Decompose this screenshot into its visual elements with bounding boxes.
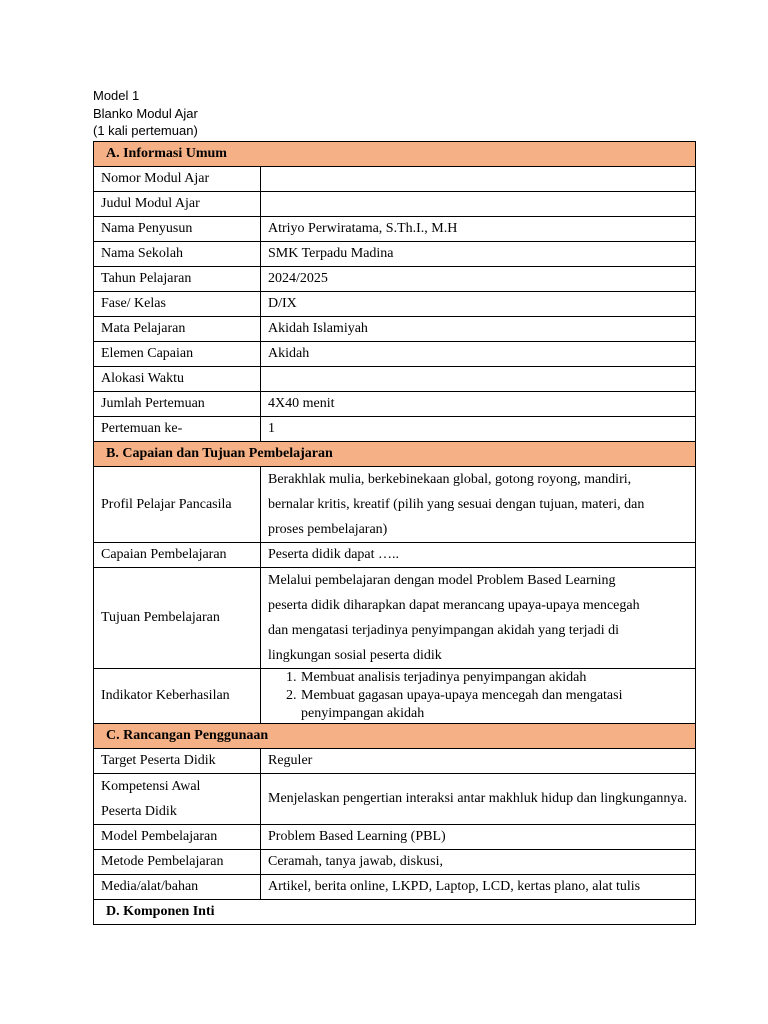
indikator-row	[94, 669, 696, 724]
table-row	[94, 192, 696, 217]
section-c-header	[94, 724, 696, 749]
modul-ajar-table	[93, 141, 696, 925]
row-label: Elemen Capaian	[94, 342, 261, 367]
row-value: 4X40 menit	[261, 392, 696, 417]
section-c-title: C. Rancangan Penggunaan	[94, 724, 696, 749]
row-value: Akidah	[261, 342, 696, 367]
metode-value: Ceramah, tanya jawab, diskusi,	[261, 850, 696, 875]
row-label: Alokasi Waktu	[94, 367, 261, 392]
table-row	[94, 167, 696, 192]
row-label: Judul Modul Ajar	[94, 192, 261, 217]
metode-row	[94, 850, 696, 875]
section-b-title: B. Capaian dan Tujuan Pembelajaran	[94, 442, 696, 467]
metode-label: Metode Pembelajaran	[94, 850, 261, 875]
row-value	[261, 167, 696, 192]
tujuan-line: Melalui pembelajaran dengan model Problem Based Learning	[268, 573, 616, 588]
media-value: Artikel, berita online, LKPD, Laptop, LCD, kertas plano, alat tulis	[261, 875, 696, 900]
tujuan-row	[94, 568, 696, 669]
section-d-header	[94, 900, 696, 925]
indikator-list	[268, 669, 688, 723]
document-header	[93, 87, 198, 140]
table-row	[94, 417, 696, 442]
tujuan-line: lingkungan sosial peserta didik	[268, 648, 442, 663]
kompetensi-label	[94, 774, 261, 825]
indikator-label: Indikator Keberhasilan	[94, 669, 261, 724]
row-label: Fase/ Kelas	[94, 292, 261, 317]
table-row	[94, 367, 696, 392]
capaian-row	[94, 543, 696, 568]
profil-label: Profil Pelajar Pancasila	[94, 467, 261, 543]
row-value: Akidah Islamiyah	[261, 317, 696, 342]
media-row	[94, 875, 696, 900]
meeting-count-note: (1 kali pertemuan)	[93, 123, 198, 138]
section-b-header	[94, 442, 696, 467]
row-value: SMK Terpadu Madina	[261, 242, 696, 267]
tujuan-value	[261, 568, 696, 669]
row-label: Nama Sekolah	[94, 242, 261, 267]
target-value: Reguler	[261, 749, 696, 774]
kompetensi-row	[94, 774, 696, 825]
table-row	[94, 267, 696, 292]
table-row	[94, 342, 696, 367]
tujuan-label: Tujuan Pembelajaran	[94, 568, 261, 669]
profil-value	[261, 467, 696, 543]
kompetensi-value: Menjelaskan pengertian interaksi antar makhluk hidup dan lingkungannya.	[261, 774, 696, 825]
model-label: Model Pembelajaran	[94, 825, 261, 850]
table-row	[94, 217, 696, 242]
capaian-label: Capaian Pembelajaran	[94, 543, 261, 568]
model-row	[94, 825, 696, 850]
row-value	[261, 192, 696, 217]
row-label: Nomor Modul Ajar	[94, 167, 261, 192]
row-label: Nama Penyusun	[94, 217, 261, 242]
row-label: Mata Pelajaran	[94, 317, 261, 342]
table-row	[94, 392, 696, 417]
target-label: Target Peserta Didik	[94, 749, 261, 774]
profil-line: bernalar kritis, kreatif (pilih yang sesuai dengan tujuan, materi, dan	[268, 497, 645, 512]
kompetensi-label-line: Peserta Didik	[101, 804, 177, 819]
list-item: 2. Membuat gagasan upaya-upaya mencegah dan mengatasi penyimpangan akidah	[300, 687, 688, 723]
model-label: Model 1	[93, 88, 140, 103]
section-a-header	[94, 142, 696, 167]
row-value: D/IX	[261, 292, 696, 317]
row-value: Atriyo Perwiratama, S.Th.I., M.H	[261, 217, 696, 242]
row-value: 1	[261, 417, 696, 442]
table-row	[94, 317, 696, 342]
section-d-title: D. Komponen Inti	[94, 900, 696, 925]
row-label: Jumlah Pertemuan	[94, 392, 261, 417]
table-row	[94, 292, 696, 317]
model-value: Problem Based Learning (PBL)	[261, 825, 696, 850]
list-item: 1. Membuat analisis terjadinya penyimpangan akidah	[300, 669, 688, 687]
target-row	[94, 749, 696, 774]
row-value: 2024/2025	[261, 267, 696, 292]
profil-line: proses pembelajaran)	[268, 522, 388, 537]
tujuan-line: dan mengatasi terjadinya penyimpangan akidah yang terjadi di	[268, 623, 620, 638]
tujuan-line: peserta didik diharapkan dapat merancang upaya-upaya mencegah	[268, 598, 640, 613]
row-label: Pertemuan ke-	[94, 417, 261, 442]
profil-line: Berakhlak mulia, berkebinekaan global, gotong royong, mandiri,	[268, 472, 632, 487]
row-value	[261, 367, 696, 392]
media-label: Media/alat/bahan	[94, 875, 261, 900]
row-label: Tahun Pelajaran	[94, 267, 261, 292]
document-title: Blanko Modul Ajar	[93, 105, 198, 121]
indikator-value	[261, 669, 696, 724]
section-a-title: A. Informasi Umum	[94, 142, 696, 167]
capaian-value: Peserta didik dapat …..	[261, 543, 696, 568]
kompetensi-label-line: Kompetensi Awal	[101, 779, 201, 794]
profil-pelajar-row	[94, 467, 696, 543]
table-row	[94, 242, 696, 267]
